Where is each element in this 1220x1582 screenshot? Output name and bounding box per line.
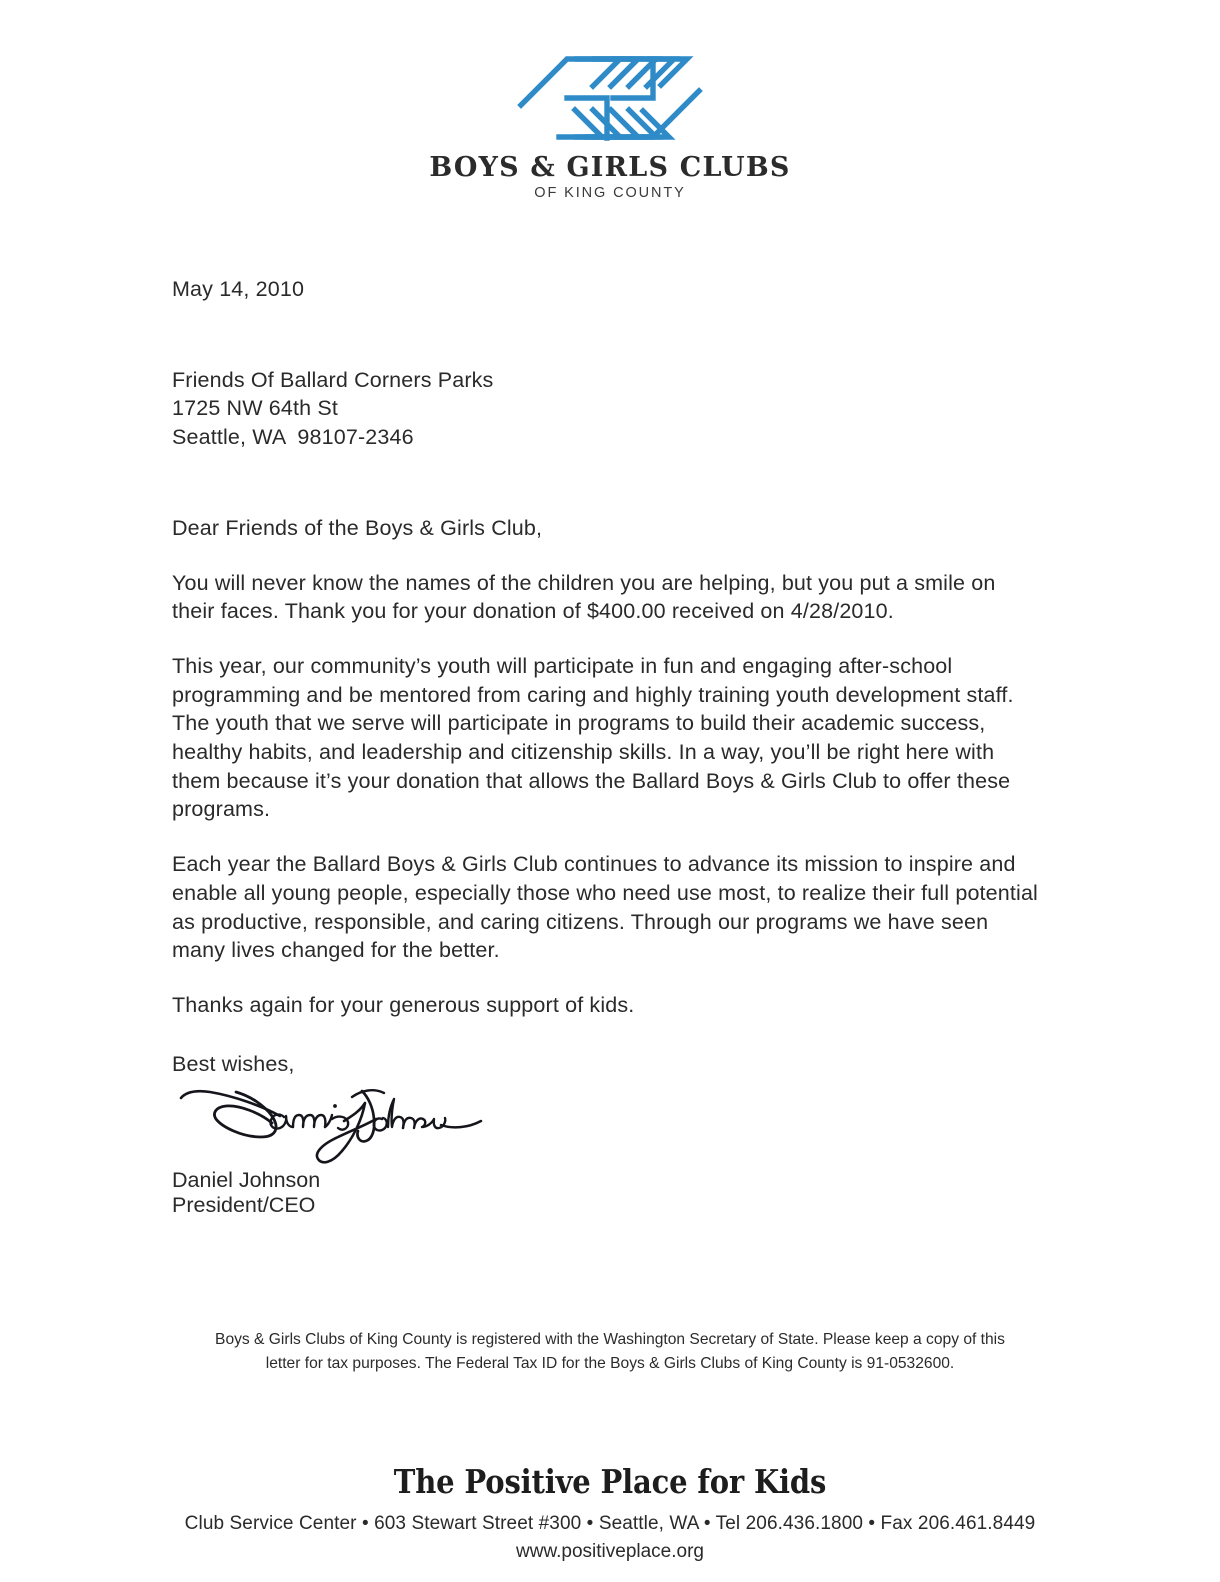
recipient-address-block — [172, 366, 1038, 452]
signer-name: Daniel Johnson — [172, 1168, 321, 1192]
tax-disclaimer-line-2: letter for tax purposes. The Federal Tax ID for the Boys & Girls Clubs of King County is 91-0532600. — [265, 1355, 955, 1372]
salutation: Dear Friends of the Boys & Girls Club, — [172, 515, 543, 540]
handwritten-signature-icon — [176, 1075, 486, 1170]
paragraph-1: You will never know the names of the children you are helping, but you put a smile on their faces. Thank you for your donation of $400.00 received on 4/28/2010. — [172, 570, 996, 624]
boys-girls-clubs-logo-icon — [515, 48, 705, 148]
recipient-street: 1725 NW 64th St — [172, 396, 338, 421]
letter-date: May 14, 2010 — [172, 277, 305, 301]
logo-wordmark: BOYS & GIRLS CLUBS — [429, 152, 791, 183]
footer-website-url: www.positiveplace.org — [516, 1541, 704, 1562]
letterhead — [0, 48, 1220, 201]
footer-tagline: The Positive Place for Kids — [393, 1462, 827, 1501]
paragraph-3: Each year the Ballard Boys & Girls Club continues to advance its mission to inspire and enable all young people, especially those who need use most, to realize their full potential as productive, responsible, and caring citizens. Through our programs we have seen many lives changed for the better. — [172, 852, 1038, 963]
logo-subwordmark: OF KING COUNTY — [534, 185, 686, 202]
paragraph-2: This year, our community’s youth will participate in fun and engaging after-school programming and be mentored from caring and highly training youth development staff. The youth that we serve will participate in programs to build their academic success, healthy habits, and leadership and citizenship skills. In a way, you’ll be right here with them because it’s your donation that allows the Ballard Boys & Girls Club to offer these programs. — [172, 653, 1014, 822]
tax-disclaimer-line-1: Boys & Girls Clubs of King County is registered with the Washington Secretary of State. Please keep a copy of this — [215, 1331, 1005, 1348]
page-footer — [0, 1462, 1220, 1566]
letter-body — [172, 275, 1038, 1078]
tax-disclaimer — [150, 1328, 1070, 1376]
signature-block — [172, 1075, 672, 1219]
closing-salutation: Best wishes, — [172, 1051, 295, 1076]
signer-title: President/CEO — [172, 1192, 316, 1217]
recipient-name: Friends Of Ballard Corners Parks — [172, 367, 494, 392]
recipient-city-state-zip: Seattle, WA 98107-2346 — [172, 425, 414, 450]
footer-contact-line: Club Service Center • 603 Stewart Street #300 • Seattle, WA • Tel 206.436.1800 • Fax 206.461.8449 — [184, 1513, 1036, 1534]
paragraph-4-thanks: Thanks again for your generous support of kids. — [172, 992, 635, 1017]
